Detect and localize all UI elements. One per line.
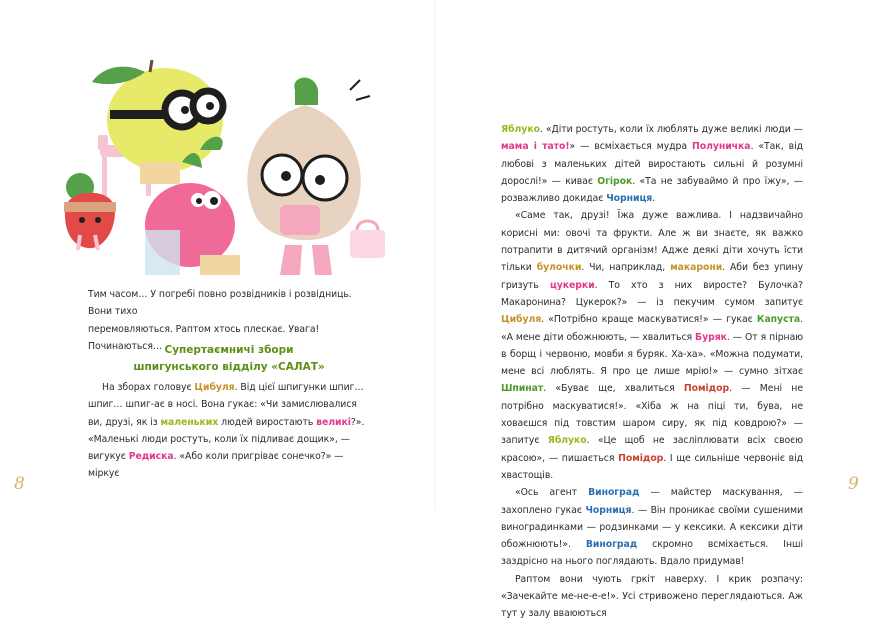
character-name: Помідор [618,452,664,464]
character-name: макарони [670,262,723,274]
character-name: маленьких [160,416,219,428]
text-run: . — Мені не потрібно маскуватися!». «Хіба ж на піці ти, бува, не ховаєшся під товстим шаром сиру, як під ковдрою?» — запитує [501,383,803,447]
character-name: булочки [536,262,582,274]
left-paragraph [88,379,370,483]
right-paragraph-3 [501,484,803,570]
text-run: . Аби без упину гризуть [501,262,804,291]
character-name: Чорниця [606,193,653,205]
right-body-text [501,121,803,623]
text-run: ?». «Маленькі люди ростуть, коли їх підливає дощик», — вигукує [88,416,365,463]
text-run: . І ще сильніше червоніє від хвастощів. [501,452,803,481]
character-name: Чорниця [585,504,632,516]
character-name: Полуничка [692,141,751,153]
text-run: . Від цієї шпигунки шпиг… шпиг… шпиг-ає в носі. Вона гукає: «Чи замислювалися ви, друзі, як із [88,382,364,428]
text-run: . «Діти ростуть, коли їх люблять дуже великі люди — [539,124,803,135]
character-name: Редиска [128,451,174,463]
text-run: . То хто з них виросте? Булочка? Макаронина? Цукерок?» — із пекучим сумом запитує [501,279,803,308]
character-name: Буряк [695,331,727,343]
text-run: . «Або коли пригріває сонечко?» — міркує [88,451,344,480]
heading-line-1: Супертаємничі збори [164,344,294,356]
text-run: » — всміхається мудра [569,141,692,153]
text-run: «Ось агент [515,487,589,499]
text-run: . «Це щоб не засліплювати всіх своєю красою», — пишається [501,435,803,464]
intro-line-1: Тим часом… У погребі повно розвідників і розвідниць. Вони тихо [88,289,352,318]
text-run: . «Буває ще, хвалиться [543,383,684,395]
text-run: . — От я пірнаю в борщ і червоню, мовби я буряк. Ха-ха». «Можна подумати, мене всі люблять. Я про це лише мрію!» — сумно зітхає [501,331,803,378]
character-name: Огірок [597,175,633,187]
page-number-right: 9 [848,474,859,494]
right-paragraph-4: Раптом вони чують гркіт наверху. І крик розпачу: «Зачекайте ме-не-е-е!». Усі стривожено переглядаються. Аж тут у залу вваюються [501,573,803,620]
character-name: Яблуко [501,124,540,135]
character-name: Яблуко [547,435,587,447]
character-name: Цибуля [194,382,235,393]
character-name: Виноград [588,487,640,499]
character-name: Виноград [585,539,638,551]
text-run: скромно всміхається. Інші заздрісно на нього поглядають. Вдало придумав! [501,539,803,568]
left-body-text [88,379,370,483]
text-run: — майстер маскування, — захоплено гукає [501,487,803,516]
character-name: цукерки [549,279,595,291]
text-run: На зборах головує [102,382,195,393]
text-run: людей виростають [218,416,317,428]
character-name: Шпинат [501,383,544,395]
section-heading [88,342,370,376]
text-run: «Саме так, друзі! Їжа дуже важлива. І надзвичайно корисні ми: овочі та фрукти. Але ж ви знаєте, як важко потрапити в дитячий організм! Адже деякі діти хочуть їсти тільки [501,210,803,274]
character-name: великі [316,416,351,428]
left-page [0,0,435,509]
right-page [435,0,870,620]
character-name: мама і тато! [501,141,570,153]
text-run: . Чи, наприклад, [581,262,671,274]
text-run: . «Потрібно краще маскуватися!» — гукає [541,314,757,326]
character-name: Капуста [756,314,801,326]
text-run: . «Та не забуваймо й про їжу», — розважливо докидає [501,175,803,205]
character-name: Цибуля [501,314,542,326]
page-number-left: 8 [14,474,25,494]
intro-line-2: перемовляються. Раптом хтось плескає. Увага! Починаються… [88,323,320,352]
text-run: . «А мене діти обожнюють, — хвалиться [501,314,803,343]
text-run: . — Він проникає своїми сушеними виноградинками — родзинками — у кексики. А кексики діти обожнюють!». [501,504,804,551]
text-run: . [652,193,656,205]
vegetable-spies-illustration [50,50,400,295]
character-name: Помідор [683,383,730,395]
right-paragraph-1 [501,121,803,207]
text-run: . «Так, від любові з маленьких дітей виростають сильні й розумні дорослі!» — киває [501,141,803,187]
right-paragraph-2 [501,207,803,484]
heading-line-2: шпигунського відділу «САЛАТ» [133,361,325,373]
